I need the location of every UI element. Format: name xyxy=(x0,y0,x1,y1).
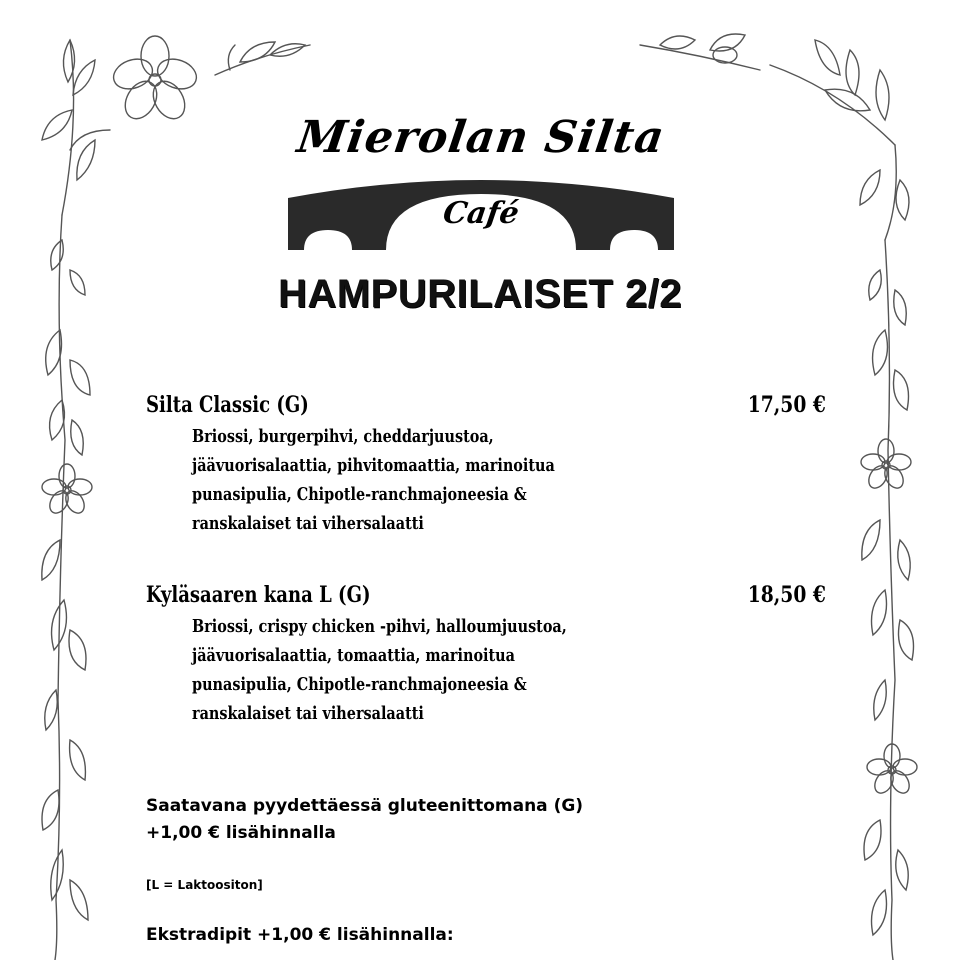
flower-icon xyxy=(867,744,917,796)
description-line: ranskalaiset tai vihersalaatti xyxy=(192,513,424,534)
logo-name: Mierolan Silta xyxy=(294,112,668,163)
gluten-note-line: Saatavana pyydettäessä gluteenittomana (G) xyxy=(146,796,584,816)
gluten-free-note xyxy=(146,793,583,847)
cafe-logo xyxy=(286,112,676,262)
description-line: Briossi, crispy chicken -pihvi, halloumjuustoa, xyxy=(192,616,567,637)
description-line: jäävuorisalaattia, tomaattia, marinoitua xyxy=(192,645,515,666)
logo-subtitle: Café xyxy=(440,196,522,231)
description-line: ranskalaiset tai vihersalaatti xyxy=(192,703,424,724)
menu-item xyxy=(146,582,826,728)
item-name: Kyläsaaren kana L (G) xyxy=(146,582,371,608)
gluten-note-line: +1,00 € lisähinnalla xyxy=(146,823,336,843)
item-description xyxy=(192,612,826,728)
page-title: HAMPURILAISET 2/2 xyxy=(277,272,683,316)
extra-dips-note: Ekstradipit +1,00 € lisähinnalla: xyxy=(146,925,454,945)
lactose-note: [L = Laktoositon] xyxy=(146,878,263,892)
description-line: Briossi, burgerpihvi, cheddarjuustoa, xyxy=(192,426,494,447)
flower-icon xyxy=(861,439,911,491)
description-line: punasipulia, Chipotle-ranchmajoneesia & xyxy=(192,484,527,505)
item-price: 18,50 € xyxy=(747,582,826,608)
description-line: punasipulia, Chipotle-ranchmajoneesia & xyxy=(192,674,527,695)
flower-icon xyxy=(42,464,92,516)
flower-icon xyxy=(109,36,200,124)
item-price: 17,50 € xyxy=(747,392,826,418)
item-name: Silta Classic (G) xyxy=(146,392,309,418)
item-description xyxy=(192,422,826,538)
menu-item xyxy=(146,392,826,538)
description-line: jäävuorisalaattia, pihvitomaattia, marinoitua xyxy=(192,455,555,476)
